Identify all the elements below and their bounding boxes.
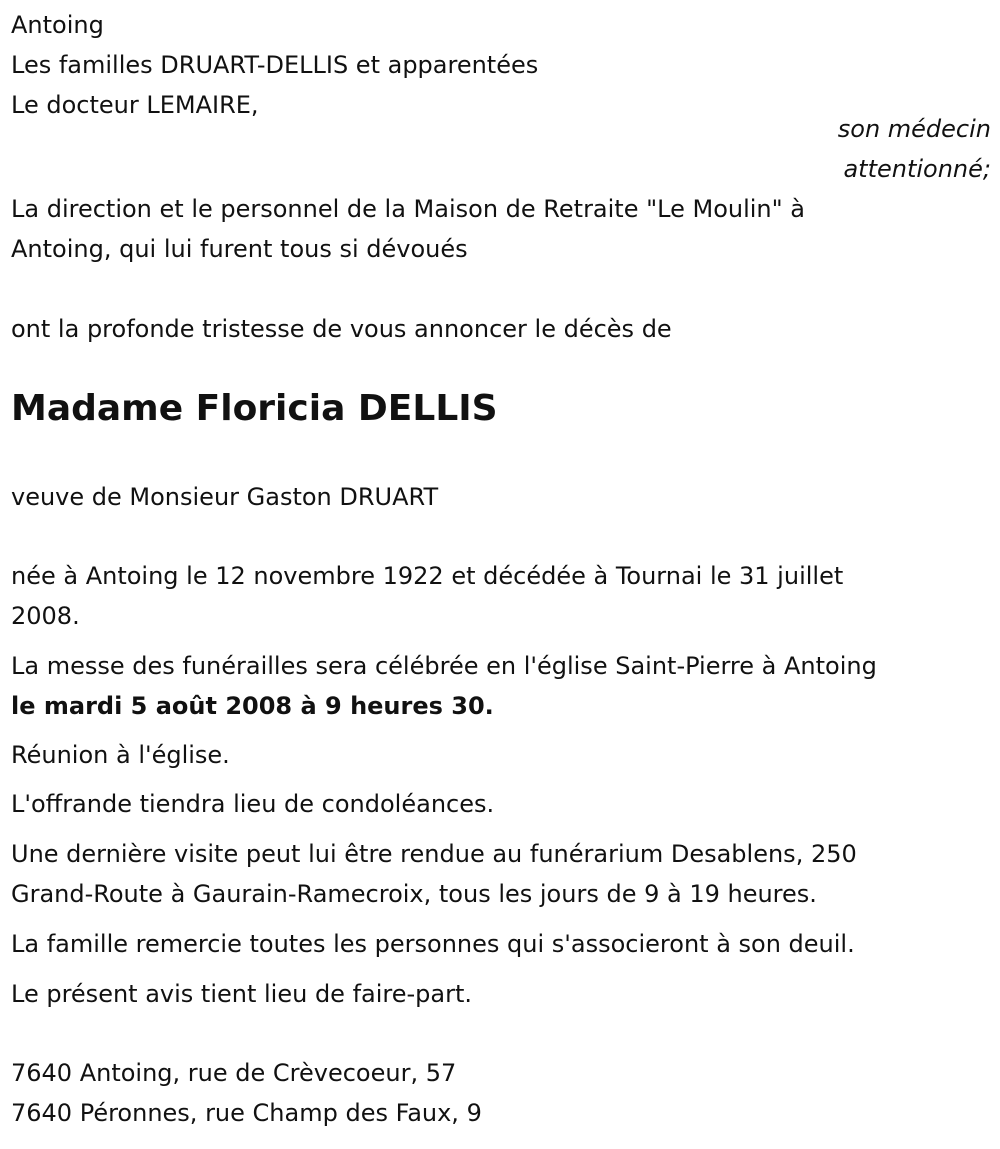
doctor-role-line-1: son médecin	[837, 115, 991, 143]
doctor-line: Le docteur LEMAIRE,	[11, 91, 259, 119]
thanks-line: La famille remercie toutes les personnes qui s'associeront à son deuil.	[11, 930, 855, 958]
address-line-2: 7640 Péronnes, rue Champ des Faux, 9	[11, 1099, 482, 1127]
widow-line: veuve de Monsieur Gaston DRUART	[11, 483, 439, 511]
address-line-1: 7640 Antoing, rue de Crèvecoeur, 57	[11, 1059, 457, 1087]
visit-line-1: Une dernière visite peut lui être rendue au funérarium Desablens, 250	[11, 840, 857, 868]
town-line: Antoing	[11, 11, 104, 39]
announcement-line: ont la profonde tristesse de vous annoncer le décès de	[11, 315, 672, 343]
meeting-line: Réunion à l'église.	[11, 741, 230, 769]
doctor-role-line-2: attentionné;	[843, 155, 991, 183]
direction-line-2: Antoing, qui lui furent tous si dévoués	[11, 235, 468, 263]
offering-line: L'offrande tiendra lieu de condoléances.	[11, 790, 495, 818]
funeral-datetime: le mardi 5 août 2008 à 9 heures 30.	[11, 692, 494, 720]
direction-line-1: La direction et le personnel de la Maison de Retraite "Le Moulin" à	[11, 195, 806, 223]
deceased-name: Madame Floricia DELLIS	[11, 388, 498, 429]
birth-death-line-1: née à Antoing le 12 novembre 1922 et décédée à Tournai le 31 juillet	[11, 562, 844, 590]
mass-line: La messe des funérailles sera célébrée en l'église Saint-Pierre à Antoing	[11, 652, 877, 680]
birth-death-line-2: 2008.	[11, 602, 80, 630]
notice-line: Le présent avis tient lieu de faire-part.	[11, 980, 473, 1008]
families-line: Les familles DRUART-DELLIS et apparentées	[11, 51, 539, 79]
visit-line-2: Grand-Route à Gaurain-Ramecroix, tous les jours de 9 à 19 heures.	[11, 880, 817, 908]
